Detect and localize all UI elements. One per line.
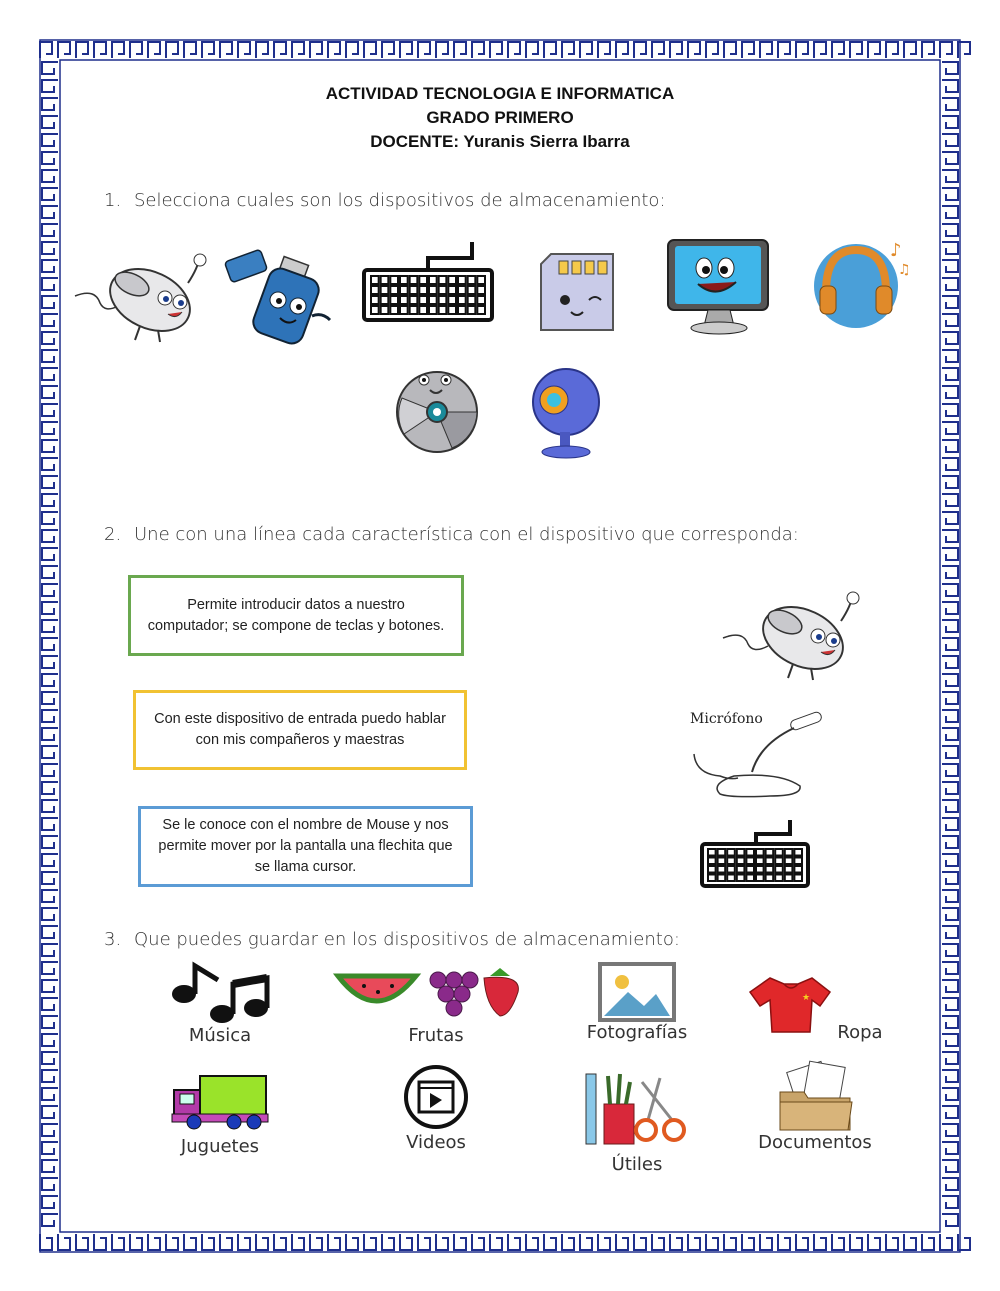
- usb-drive-icon[interactable]: [222, 250, 337, 345]
- grade-label: GRADO PRIMERO: [426, 108, 574, 127]
- mouse-icon[interactable]: [70, 248, 210, 343]
- keyboard-icon[interactable]: [362, 240, 494, 324]
- music-notes-icon[interactable]: [170, 964, 270, 1026]
- video-player-icon[interactable]: [402, 1064, 470, 1130]
- headphones-icon[interactable]: [808, 234, 918, 338]
- cd-icon[interactable]: [392, 364, 482, 456]
- shirt-icon[interactable]: [748, 976, 832, 1034]
- svg-text:♫: ♫: [898, 262, 911, 278]
- webcam-icon[interactable]: [524, 366, 604, 460]
- teacher-label: DOCENTE: Yuranis Sierra Ibarra: [370, 132, 630, 151]
- item-label-clothes: Ropa: [837, 1022, 883, 1043]
- question-2-text: Une con una línea cada característica con el dispositivo que corresponda:: [134, 524, 799, 545]
- microphone-label: Micrófono: [690, 711, 763, 727]
- question-1-text: Selecciona cuales son los dispositivos de almacenamiento:: [134, 190, 666, 211]
- question-1-number: 1.: [104, 190, 122, 211]
- match-keyboard-icon[interactable]: [700, 818, 812, 890]
- question-3-text: Que puedes guardar en los dispositivos de almacenamiento:: [134, 929, 680, 950]
- item-label-videos: Videos: [406, 1132, 466, 1153]
- toy-truck-icon[interactable]: [170, 1072, 270, 1130]
- description-box-keyboard[interactable]: Permite introducir datos a nuestro computador; se compone de teclas y botones.: [128, 575, 464, 656]
- svg-text:★: ★: [802, 993, 811, 1003]
- worksheet-title: ACTIVIDAD TECNOLOGIA E INFORMATICA: [325, 84, 675, 103]
- description-box-mouse[interactable]: Se le conoce con el nombre de Mouse y nos permite mover por la pantalla una flechita que se llama cursor.: [138, 806, 473, 887]
- school-supplies-icon[interactable]: [584, 1072, 690, 1146]
- question-2-number: 2.: [104, 524, 122, 545]
- match-mouse-icon[interactable]: [718, 586, 868, 681]
- photo-icon[interactable]: [598, 962, 676, 1022]
- question-3-number: 3.: [104, 929, 122, 950]
- item-label-toys: Juguetes: [180, 1136, 260, 1157]
- fruits-icon[interactable]: [334, 966, 526, 1022]
- item-label-documents: Documentos: [758, 1132, 872, 1153]
- microphone-icon[interactable]: [690, 714, 830, 800]
- item-label-photos: Fotografías: [586, 1022, 688, 1043]
- item-label-fruits: Frutas: [408, 1025, 464, 1046]
- item-label-music: Música: [188, 1025, 252, 1046]
- description-box-microphone[interactable]: Con este dispositivo de entrada puedo hablar con mis compañeros y maestras: [133, 690, 467, 770]
- item-label-school-supplies: Útiles: [611, 1154, 663, 1175]
- svg-text:♪: ♪: [890, 240, 902, 261]
- monitor-icon[interactable]: [664, 236, 772, 336]
- sd-card-icon[interactable]: [537, 252, 617, 332]
- documents-folder-icon[interactable]: [778, 1062, 854, 1132]
